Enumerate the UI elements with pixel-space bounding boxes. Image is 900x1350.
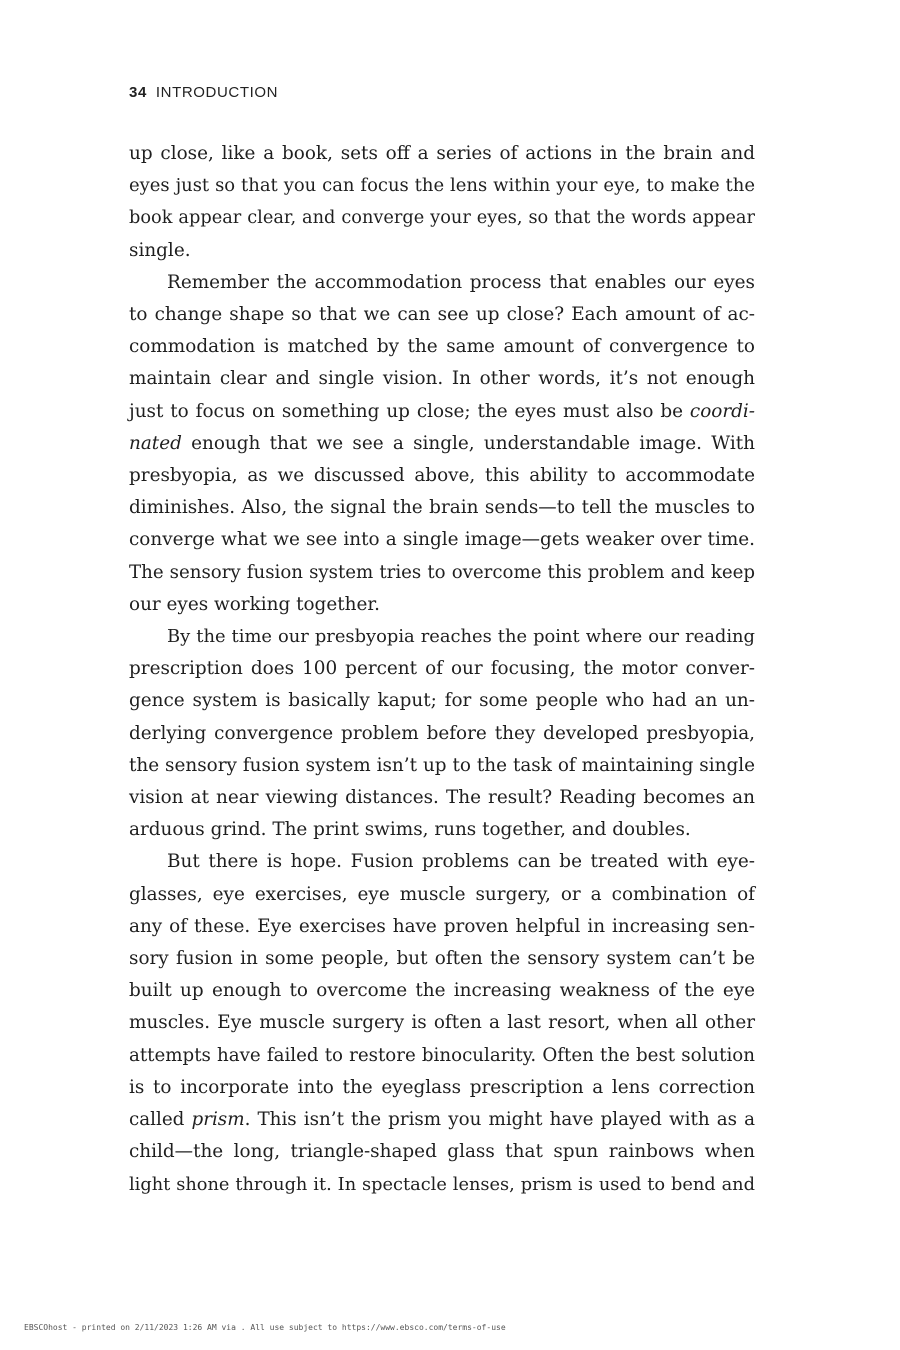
text-line: maintain clear and single vision. In other words, it’s not enough: [129, 368, 755, 390]
text-line: single.: [129, 239, 191, 261]
text-line: But there is hope. Fusion problems can be treated with eye-: [167, 851, 755, 873]
text-line: attempts have failed to restore binocularity. Often the best solution: [129, 1044, 755, 1066]
text-line: our eyes working together.: [129, 593, 380, 615]
text-line: converge what we see into a single image—gets weaker over time.: [129, 529, 755, 551]
body-text: [129, 138, 755, 1201]
section-title: INTRODUCTION: [155, 84, 279, 101]
print-footer: EBSCOhost - printed on 2/11/2023 1:26 AM via . All use subject to https://www.ebsco.com/terms-of-use: [24, 1323, 506, 1332]
text-line: vision at near viewing distances. The result? Reading becomes an: [129, 787, 755, 809]
text-line: is to incorporate into the eyeglass prescription a lens correction: [129, 1076, 755, 1098]
text-line: any of these. Eye exercises have proven helpful in increasing sen-: [129, 915, 755, 937]
text-line: diminishes. Also, the signal the brain sends—to tell the muscles to: [129, 497, 755, 519]
text-line: Remember the accommodation process that enables our eyes: [167, 271, 755, 293]
text-line: presbyopia, as we discussed above, this ability to accommodate: [129, 465, 755, 487]
text-line: nated enough that we see a single, understandable image. With: [129, 432, 755, 454]
text-line: eyes just so that you can focus the lens within your eye, to make the: [129, 175, 755, 197]
text-line: just to focus on something up close; the eyes must also be coordi-: [129, 400, 755, 422]
text-line: sory fusion in some people, but often the sensory system can’t be: [129, 948, 755, 970]
page-number: 34: [129, 84, 147, 101]
text-line: By the time our presbyopia reaches the point where our reading: [167, 626, 755, 648]
text-line: commodation is matched by the same amount of convergence to: [129, 336, 755, 358]
text-line: gence system is basically kaput; for some people who had an un-: [129, 690, 755, 712]
text-line: prescription does 100 percent of our focusing, the motor conver-: [129, 658, 755, 680]
text-line: child—the long, triangle-shaped glass that spun rainbows when: [129, 1141, 755, 1163]
text-line: The sensory fusion system tries to overcome this problem and keep: [129, 561, 755, 583]
text-line: light shone through it. In spectacle lenses, prism is used to bend and: [129, 1174, 755, 1195]
text-line: book appear clear, and converge your eyes, so that the words appear: [129, 208, 755, 229]
text-line: muscles. Eye muscle surgery is often a last resort, when all other: [129, 1012, 755, 1034]
emphasis: nated: [129, 432, 182, 454]
text-line: to change shape so that we can see up close? Each amount of ac-: [129, 304, 755, 326]
text-line: arduous grind. The print swims, runs together, and doubles.: [129, 819, 691, 841]
text-line: derlying convergence problem before they developed presbyopia,: [129, 722, 755, 744]
text-line: up close, like a book, sets off a series of actions in the brain and: [129, 143, 755, 164]
text-line: called prism. This isn’t the prism you might have played with as a: [129, 1109, 756, 1131]
emphasis: coordi-: [689, 400, 755, 422]
text-line: built up enough to overcome the increasing weakness of the eye: [129, 980, 755, 1002]
running-head: [129, 84, 278, 101]
text-line: glasses, eye exercises, eye muscle surgery, or a combination of: [129, 883, 755, 905]
emphasis: prism: [191, 1109, 245, 1131]
text-line: the sensory fusion system isn’t up to the task of maintaining single: [129, 754, 755, 776]
